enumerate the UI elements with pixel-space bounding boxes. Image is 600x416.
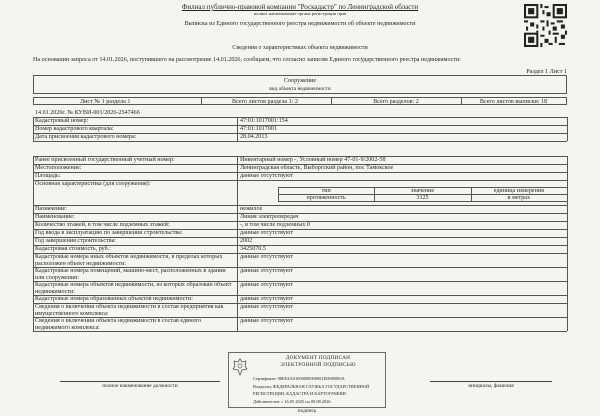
extract-sheets: Всего листов выписки: 18: [479, 99, 548, 105]
object-type: Сооружение: [283, 78, 317, 84]
row-border: [33, 141, 567, 142]
row-value: данные отсутствуют: [240, 268, 293, 274]
row-value: Ленинградская область, Выборгский район, пос Тамокское: [240, 165, 394, 171]
object-type-box: [33, 75, 567, 94]
position-label: полное наименование должности: [102, 383, 178, 389]
main-char-label: Основная характеристика (для сооружения):: [35, 181, 151, 187]
qr-code: [524, 4, 567, 47]
stamp-title2: ЭЛЕКТРОННОЙ ПОДПИСЬЮ: [280, 362, 356, 368]
id-row-label: Номер кадастрового квартала:: [35, 126, 114, 132]
extract-number: 14.01.2026г. № КУВИ-001/2026-2547466: [35, 110, 140, 116]
stamp-title1: ДОКУМЕНТ ПОДПИСАН: [285, 355, 351, 361]
row-label: Назначение:: [35, 206, 67, 212]
row-border: [33, 117, 567, 118]
id-row-value: 47:01:1017001:154: [240, 118, 288, 124]
section-title: Сведения о характеристиках объекта недвижимости: [232, 45, 368, 51]
position-line: [60, 381, 220, 382]
row-label: Кадастровые номера помещений, машино-мест, расположенных в здании или сооружении:: [35, 268, 226, 281]
row-label: Кадастровые номера объектов недвижимости, из которых образован объект недвижимости:: [35, 282, 232, 295]
row-value: 2002: [240, 238, 253, 244]
main-char-header: единица измерения: [493, 188, 544, 194]
row-value: данные отсутствуют: [240, 230, 293, 236]
stamp-line4: Действителен: с 16.05.2025 по 09.08.2026: [253, 399, 331, 404]
main-char-value: в метрах: [507, 195, 531, 201]
col-border: [567, 156, 568, 331]
row-label: Местоположение:: [35, 165, 82, 171]
row-value: данные отсутствуют: [240, 254, 293, 260]
signature-label: подпись: [297, 408, 317, 414]
col-border: [567, 117, 568, 141]
row-value: данные отсутствуют: [240, 318, 293, 324]
row-label: Сведения о включении объекта недвижимости в состав предприятия как имущественного комплекса:: [35, 304, 224, 317]
id-row-label: Кадастровый номер:: [35, 118, 89, 124]
row-value: -, в том числе подземных 0: [240, 222, 310, 228]
row-border: [33, 172, 567, 173]
main-char-value: протяженность: [306, 195, 346, 201]
id-row-value: 47:01:1017001: [240, 126, 277, 132]
main-char-header: значение: [410, 188, 435, 194]
id-row-label: Дата присвоения кадастрового номера:: [35, 134, 137, 140]
row-value: данные отсутствуют: [240, 173, 293, 179]
row-value: данные отсутствуют: [240, 296, 293, 302]
row-label: Ранее присвоенный государственный учетный номер:: [35, 157, 175, 163]
org-name: Филиал публично-правовой компании "Роскадастр" по Ленинградской области: [181, 3, 419, 11]
row-value: данные отсутствуют: [240, 304, 293, 310]
row-value: данные отсутствуют: [240, 282, 293, 288]
row-label: Год завершения строительства:: [35, 238, 116, 244]
row-border: [33, 331, 567, 332]
row-label: Кадастровые номера образованных объектов недвижимости:: [35, 296, 193, 302]
row-label: Год ввода в эксплуатацию по завершении строительства:: [35, 230, 183, 236]
row-label: Наименование:: [35, 214, 75, 220]
org-sub: полное наименование органа регистрации прав: [253, 11, 347, 16]
row-value: Инвентарный номер -, Условный номер 47-01-9/2002-58: [240, 157, 386, 163]
doc-title: Выписка из Единого государственного реестра недвижимости об объекте недвижимости: [184, 21, 416, 27]
row-label: Количество этажей, в том числе подземных этажей:: [35, 222, 170, 228]
stamp-line3: РЕГИСТРАЦИИ, КАДАСТРА И КАРТОГРАФИИ: [253, 391, 346, 396]
row-label: Площадь:: [35, 173, 61, 179]
row-value: Линия электропередач: [240, 214, 299, 220]
name-line: [430, 381, 552, 382]
basis-text: На основании запроса от 14.01.2026, поступившего на рассмотрение 14.01.2026, сообщаем, что согласно записям Единого государственного реестра недвижимости:: [33, 57, 461, 63]
stamp-line1: Сертификат: 06ЕЕ4А01000000000001Е0000000А: [253, 376, 345, 381]
object-type-sub: вид объекта недвижимости: [269, 86, 331, 92]
col-border: [33, 156, 34, 331]
sheet-no: Лист № 1 раздела 1: [80, 99, 131, 105]
main-char-header: тип: [321, 188, 331, 194]
row-value: 3425070.5: [240, 246, 266, 252]
main-char-value: 3125: [416, 195, 429, 201]
row-label: Кадастровая стоимость, руб.:: [35, 246, 111, 252]
col-border: [237, 117, 238, 141]
page-mark: Раздел 1 Лист 1: [526, 69, 567, 75]
name-label: инициалы, фамилия: [468, 383, 514, 389]
row-value: нежилое: [240, 206, 263, 212]
sheets-total: Всего листов раздела 1: 2: [232, 99, 298, 105]
id-row-value: 28.04.2013: [240, 134, 268, 140]
stamp-line2: Владелец: ФЕДЕРАЛЬНАЯ СЛУЖБА ГОСУДАРСТВЕННОЙ: [253, 384, 370, 389]
col-border: [33, 117, 34, 141]
col-border: [237, 156, 238, 331]
row-label: Сведения о включении объекта недвижимости в состав единого недвижимого комплекса:: [35, 318, 202, 331]
sections-total: Всего разделов: 2: [373, 99, 419, 105]
subtable-border: [278, 201, 567, 202]
emblem-icon: [232, 358, 248, 376]
signature-stamp: [228, 352, 386, 408]
row-label: Кадастровые номера иных объектов недвижимости, в пределах которых расположен объект недвижимости:: [35, 254, 223, 267]
counts-row: [33, 97, 567, 105]
